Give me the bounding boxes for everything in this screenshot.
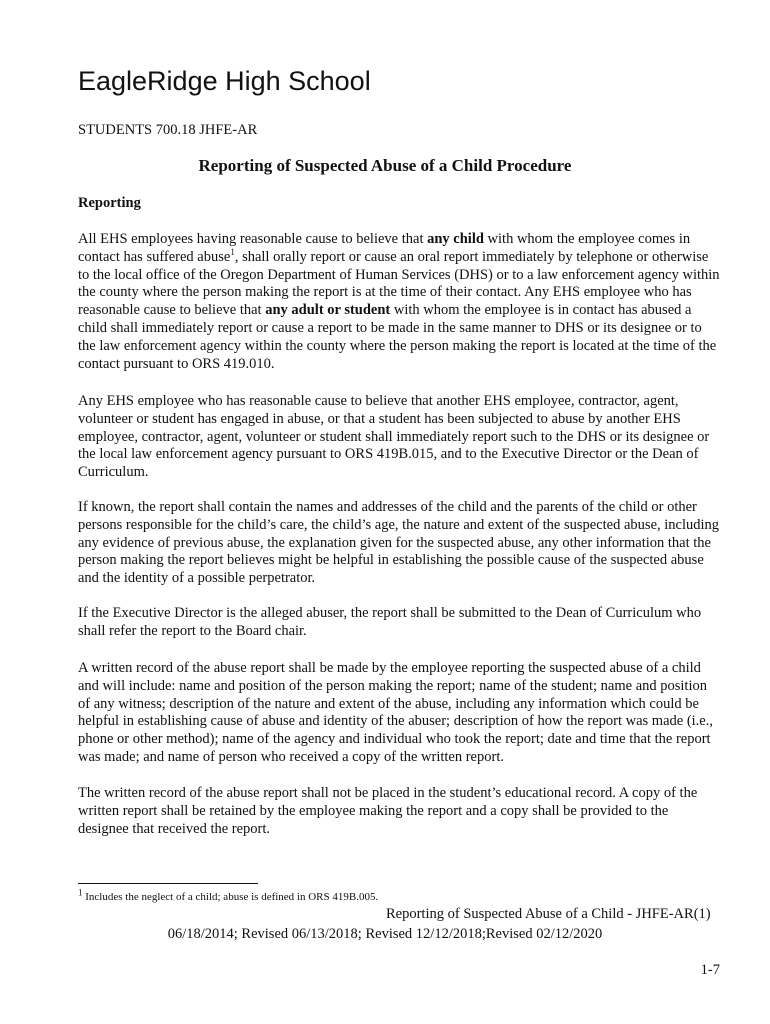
paragraph-2 xyxy=(78,393,720,482)
paragraph-3 xyxy=(78,499,720,588)
paragraph-1 xyxy=(78,231,720,373)
footer-revision-dates: 06/18/2014; Revised 06/13/2018; Revised 12/12/2018;Revised 02/12/2020 xyxy=(167,926,603,942)
p1-text-f: with whom the employee is in contact has abused a child shall immediately report or cause a report to be made in the same manner to DHS or its designee or to the law enforcement agency within the county where the person making the report is located at the time of the contact pursuant to ORS 419.010. xyxy=(78,302,717,372)
paragraph-4-text: If the Executive Director is the alleged abuser, the report shall be submitted to the Dean of Curriculum who shall refer the report to the Board chair. xyxy=(78,605,702,639)
footnote-marker: 1 xyxy=(78,887,83,898)
paragraph-2-text: Any EHS employee who has reasonable cause to believe that another EHS employee, contractor, agent, volunteer or student has engaged in abuse, or that a student has been subjected to abuse by another EHS employee, contractor, agent, volunteer or student shall immediately report such to the DHS or its designee or the local law enforcement agency pursuant to ORS 419B.015, and to the Executive Director or the Dean of Curriculum. xyxy=(78,393,710,481)
paragraph-5 xyxy=(78,660,720,767)
document-title: Reporting of Suspected Abuse of a Child Procedure xyxy=(198,156,572,175)
section-heading: Reporting xyxy=(78,195,141,211)
footnote xyxy=(78,887,379,903)
p1-bold-any-child: any child xyxy=(427,231,484,247)
footnote-text: Includes the neglect of a child; abuse is defined in ORS 419B.005. xyxy=(82,891,379,903)
footnote-divider xyxy=(78,883,258,884)
paragraph-3-text: If known, the report shall contain the names and addresses of the child and the parents of the child or other persons responsible for the child’s care, the child’s age, the nature and extent of the suspected abuse, including any evidence of previous abuse, the explanation given for the suspected abuse, any other information that the person making the report believes might be helpful in establishing the possible cause of the suspected abuse and the identity of a possible perpetrator. xyxy=(78,499,720,587)
p1-text-a: All EHS employees having reasonable cause to believe that xyxy=(78,231,428,247)
p1-text-c: with whom the employee comes in contact has suffered abuse xyxy=(78,231,691,265)
policy-code: STUDENTS 700.18 JHFE-AR xyxy=(78,122,258,138)
paragraph-6 xyxy=(78,785,720,838)
footnote-ref: 1 xyxy=(230,246,235,257)
page-number: 1-7 xyxy=(700,962,720,978)
paragraph-4 xyxy=(78,605,720,641)
p1-text-d: , shall orally report or cause an oral report immediately by telephone or otherwise to the local office of the Oregon Department of Human Services (DHS) or to a law enforcement agency within the county where the person making the report is at the time of their contact. Any EHS employee who has reasonable cause to believe that xyxy=(78,248,720,319)
paragraph-5-text: A written record of the abuse report shall be made by the employee reporting the suspected abuse of a child and will include: name and position of the person making the report; name of the student; name and position of any witness; description of the nature and extent of the abuse, including any information which could be helpful in establishing cause of abuse and identity of the abuser; description of how the report was made (i.e., phone or other method); name of the agency and individual who took the report; date and time that the report was made; and name of person who received a copy of the written report. xyxy=(78,660,713,765)
footer-title: Reporting of Suspected Abuse of a Child - JHFE-AR(1) xyxy=(386,906,711,922)
school-name: EagleRidge High School xyxy=(78,66,371,96)
paragraph-6-text: The written record of the abuse report shall not be placed in the student’s educational record. A copy of the written report shall be retained by the employee making the report and a copy shall be provided to the designee that received the report. xyxy=(78,785,698,837)
p1-bold-adult-student: any adult or student xyxy=(265,302,391,319)
